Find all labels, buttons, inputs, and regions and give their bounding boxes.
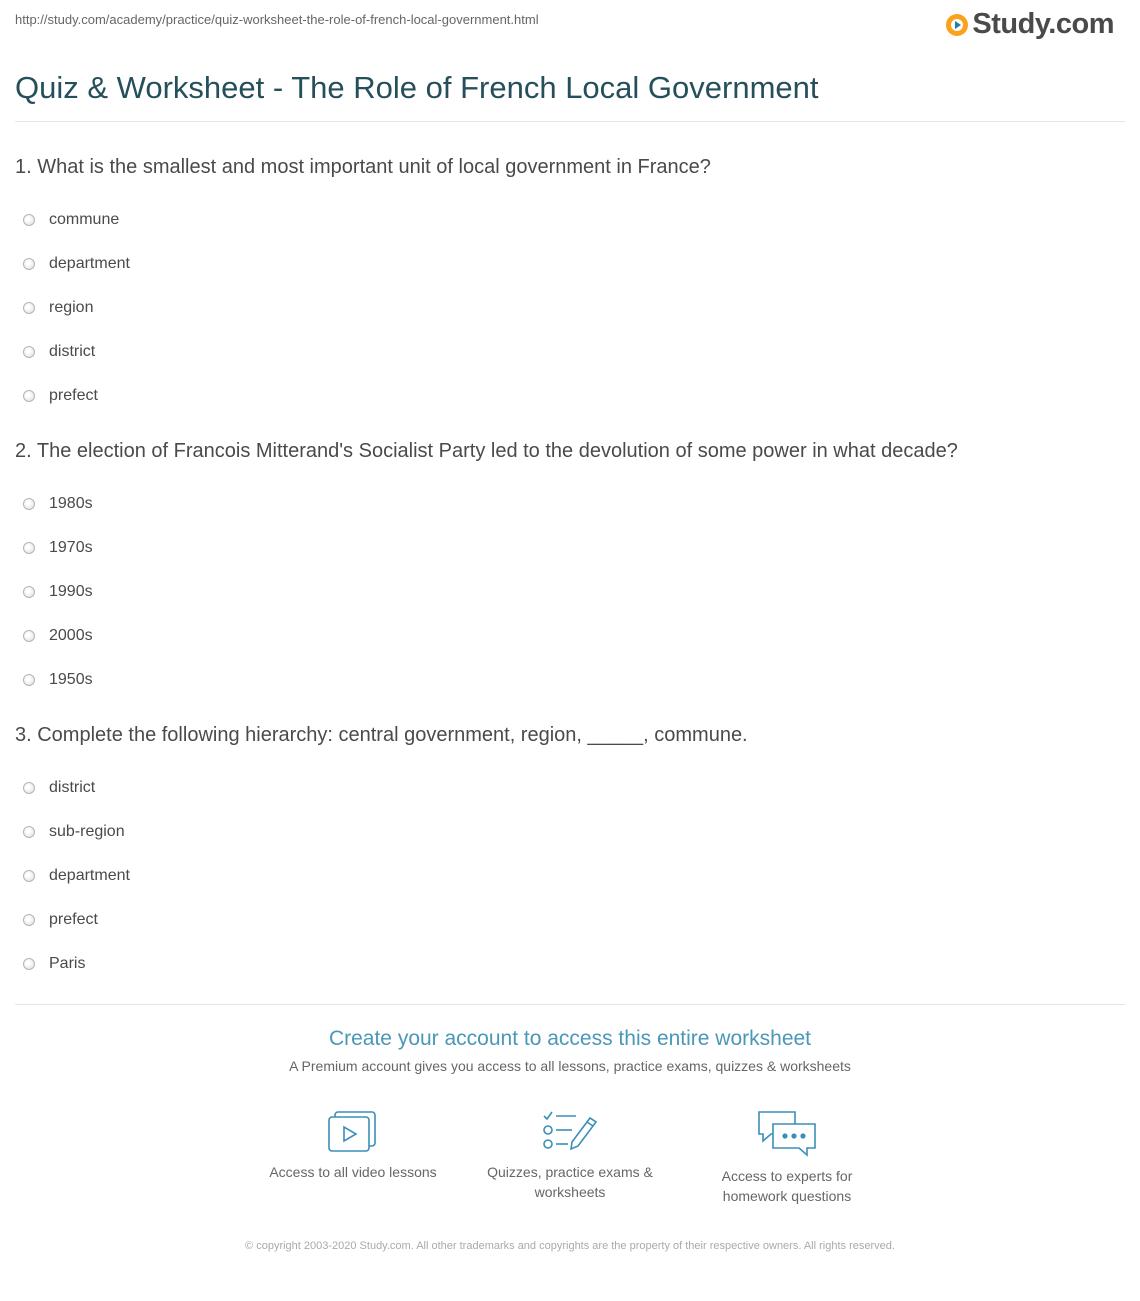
feature-label: Quizzes, practice exams & worksheets bbox=[487, 1164, 653, 1200]
question-2 bbox=[15, 439, 1125, 702]
answer-option[interactable] bbox=[15, 766, 1125, 810]
feature-experts bbox=[679, 1108, 896, 1206]
option-label: prefect bbox=[49, 387, 98, 404]
radio-button[interactable] bbox=[23, 302, 35, 314]
radio-button[interactable] bbox=[23, 586, 35, 598]
answer-option[interactable] bbox=[15, 854, 1125, 898]
feature-video-lessons bbox=[245, 1108, 462, 1206]
option-label: Paris bbox=[49, 955, 86, 972]
radio-button[interactable] bbox=[23, 914, 35, 926]
copyright bbox=[0, 1238, 1140, 1254]
option-label: region bbox=[49, 299, 94, 316]
answer-option[interactable] bbox=[15, 286, 1125, 330]
radio-button[interactable] bbox=[23, 958, 35, 970]
page-url: http://study.com/academy/practice/quiz-worksheet-the-role-of-french-local-government.html bbox=[15, 12, 539, 27]
answer-option[interactable] bbox=[15, 330, 1125, 374]
radio-button[interactable] bbox=[23, 542, 35, 554]
answer-option[interactable] bbox=[15, 198, 1125, 242]
feature-quizzes bbox=[462, 1108, 679, 1206]
logo-text: Study.com bbox=[972, 8, 1114, 40]
radio-button[interactable] bbox=[23, 390, 35, 402]
option-label: sub-region bbox=[49, 823, 125, 840]
expert-chat-icon bbox=[755, 1108, 819, 1158]
answer-option[interactable] bbox=[15, 526, 1125, 570]
answer-option[interactable] bbox=[15, 242, 1125, 286]
radio-button[interactable] bbox=[23, 498, 35, 510]
option-label: district bbox=[49, 779, 96, 796]
answer-option[interactable] bbox=[15, 810, 1125, 854]
divider bbox=[15, 121, 1125, 122]
option-label: district bbox=[49, 343, 96, 360]
answer-option[interactable] bbox=[15, 898, 1125, 942]
answer-option[interactable] bbox=[15, 482, 1125, 526]
feature-label: Access to all video lessons bbox=[269, 1164, 437, 1180]
radio-button[interactable] bbox=[23, 214, 35, 226]
question-1 bbox=[15, 155, 1125, 418]
page-title: Quiz & Worksheet - The Role of French Local Government bbox=[15, 70, 819, 105]
video-lessons-icon bbox=[327, 1108, 379, 1154]
question-text: 1. What is the smallest and most important unit of local government in France? bbox=[15, 156, 711, 178]
cta-subtitle: A Premium account gives you access to all lessons, practice exams, quizzes & worksheets bbox=[289, 1058, 851, 1074]
option-label: commune bbox=[49, 211, 120, 228]
answer-option[interactable] bbox=[15, 614, 1125, 658]
option-label: 1980s bbox=[49, 495, 93, 512]
option-label: 1970s bbox=[49, 539, 93, 556]
answer-option[interactable] bbox=[15, 658, 1125, 702]
option-label: 1950s bbox=[49, 671, 93, 688]
answer-options bbox=[15, 766, 1125, 986]
option-label: prefect bbox=[49, 911, 98, 928]
divider bbox=[15, 1004, 1125, 1005]
radio-button[interactable] bbox=[23, 782, 35, 794]
quiz-checklist-icon bbox=[542, 1108, 598, 1154]
radio-button[interactable] bbox=[23, 674, 35, 686]
radio-button[interactable] bbox=[23, 258, 35, 270]
question-text: 2. The election of Francois Mitterand's Socialist Party led to the devolution of some power in what decade? bbox=[15, 440, 958, 462]
answer-option[interactable] bbox=[15, 570, 1125, 614]
create-account-link[interactable]: Create your account to access this entire worksheet bbox=[328, 1027, 812, 1050]
radio-button[interactable] bbox=[23, 826, 35, 838]
study-logo[interactable] bbox=[946, 8, 1114, 41]
answer-option[interactable] bbox=[15, 374, 1125, 418]
radio-button[interactable] bbox=[23, 630, 35, 642]
answer-options bbox=[15, 198, 1125, 418]
feature-label: Access to experts for homework questions bbox=[721, 1168, 853, 1204]
radio-button[interactable] bbox=[23, 346, 35, 358]
option-label: department bbox=[49, 867, 130, 884]
option-label: 1990s bbox=[49, 583, 93, 600]
answer-option[interactable] bbox=[15, 942, 1125, 986]
premium-features bbox=[0, 1108, 1140, 1206]
copyright-text: © copyright 2003-2020 Study.com. All other trademarks and copyrights are the property of their respective owners. All rights reserved. bbox=[245, 1240, 895, 1252]
question-text: 3. Complete the following hierarchy: central government, region, _____, commune. bbox=[15, 724, 748, 746]
play-logo-icon bbox=[946, 14, 968, 36]
option-label: department bbox=[49, 255, 130, 272]
question-3 bbox=[15, 723, 1125, 986]
option-label: 2000s bbox=[49, 627, 93, 644]
answer-options bbox=[15, 482, 1125, 702]
radio-button[interactable] bbox=[23, 870, 35, 882]
